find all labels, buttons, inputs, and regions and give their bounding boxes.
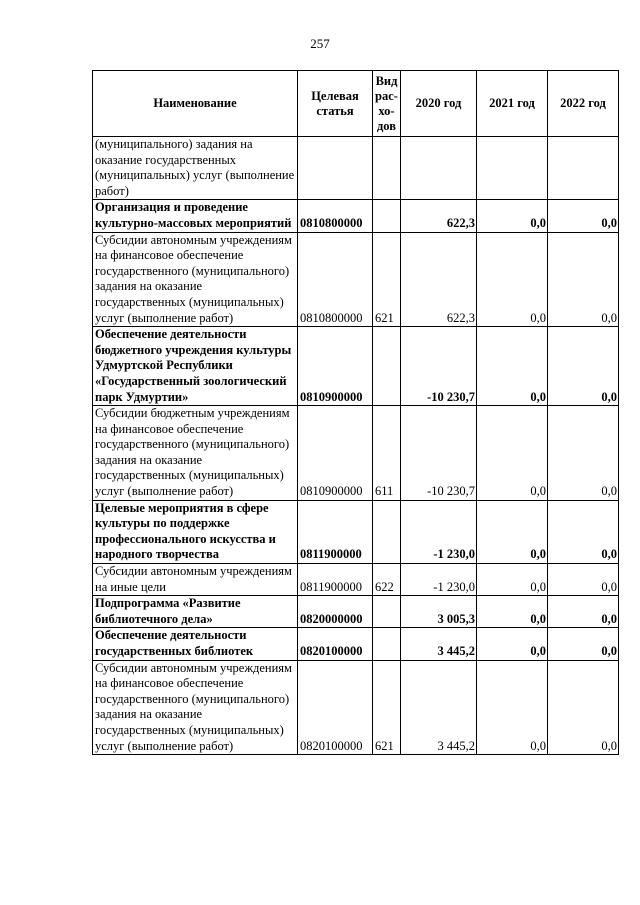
row-vid: 621: [373, 232, 401, 327]
row-2020: -10 230,7: [401, 327, 477, 406]
row-code: 0810900000: [298, 406, 373, 501]
row-2020: -1 230,0: [401, 564, 477, 596]
row-vid: [373, 596, 401, 628]
row-vid: [373, 500, 401, 563]
header-vid: Вид рас-хо-дов: [373, 71, 401, 137]
row-2021: 0,0: [477, 660, 548, 755]
row-code: 0811900000: [298, 500, 373, 563]
row-vid: [373, 137, 401, 200]
row-vid: [373, 628, 401, 660]
row-2022: 0,0: [548, 200, 619, 232]
row-2020: 3 445,2: [401, 628, 477, 660]
table-row: [93, 628, 619, 660]
row-name: Субсидии автономным учреждениям на иные цели: [93, 564, 298, 596]
row-code: 0820100000: [298, 660, 373, 755]
row-name: Целевые мероприятия в сфере культуры по поддержке профессионального искусства и народного творчества: [93, 500, 298, 563]
row-2021: 0,0: [477, 406, 548, 501]
row-name: (муниципального) задания на оказание государственных (муниципальных) услуг (выполнение работ): [93, 137, 298, 200]
row-2021: 0,0: [477, 200, 548, 232]
header-2022: 2022 год: [548, 71, 619, 137]
header-name: Наименование: [93, 71, 298, 137]
row-name: Подпрограмма «Развитие библиотечного дела»: [93, 596, 298, 628]
table-row: [93, 232, 619, 327]
table-row: [93, 200, 619, 232]
table-row: [93, 564, 619, 596]
row-2022: 0,0: [548, 660, 619, 755]
row-vid: [373, 200, 401, 232]
row-name: Организация и проведение культурно-массовых мероприятий: [93, 200, 298, 232]
row-name: Субсидии бюджетным учреждениям на финансовое обеспечение государственного (муниципального) задания на оказание государственных (муниципальных) услуг (выполнение работ): [93, 406, 298, 501]
header-code: Целевая статья: [298, 71, 373, 137]
row-2021: 0,0: [477, 564, 548, 596]
row-code: 0810800000: [298, 200, 373, 232]
table-row: [93, 660, 619, 755]
table-row: [93, 406, 619, 501]
row-2022: 0,0: [548, 327, 619, 406]
row-2021: 0,0: [477, 327, 548, 406]
row-vid: 622: [373, 564, 401, 596]
row-2020: [401, 137, 477, 200]
row-2022: 0,0: [548, 500, 619, 563]
row-2021: [477, 137, 548, 200]
row-vid: 621: [373, 660, 401, 755]
row-code: [298, 137, 373, 200]
row-2020: 3 445,2: [401, 660, 477, 755]
row-2022: 0,0: [548, 406, 619, 501]
row-2020: 622,3: [401, 200, 477, 232]
row-code: 0820000000: [298, 596, 373, 628]
row-code: 0810900000: [298, 327, 373, 406]
row-2020: -1 230,0: [401, 500, 477, 563]
row-name: Субсидии автономным учреждениям на финансовое обеспечение государственного (муниципального) задания на оказание государственных (муниципальных) услуг (выполнение работ): [93, 232, 298, 327]
row-2020: 622,3: [401, 232, 477, 327]
row-name: Обеспечение деятельности государственных библиотек: [93, 628, 298, 660]
row-vid: 611: [373, 406, 401, 501]
row-2021: 0,0: [477, 628, 548, 660]
row-2022: [548, 137, 619, 200]
row-2022: 0,0: [548, 564, 619, 596]
row-2020: 3 005,3: [401, 596, 477, 628]
row-code: 0820100000: [298, 628, 373, 660]
table-row: [93, 327, 619, 406]
row-name: Субсидии автономным учреждениям на финансовое обеспечение государственного (муниципального) задания на оказание государственных (муниципальных) услуг (выполнение работ): [93, 660, 298, 755]
row-name: Обеспечение деятельности бюджетного учреждения культуры Удмуртской Республики «Государственный зоологический парк Удмуртии»: [93, 327, 298, 406]
row-2022: 0,0: [548, 596, 619, 628]
header-2021: 2021 год: [477, 71, 548, 137]
row-2020: -10 230,7: [401, 406, 477, 501]
row-2022: 0,0: [548, 628, 619, 660]
row-code: 0811900000: [298, 564, 373, 596]
row-2021: 0,0: [477, 232, 548, 327]
table-row: [93, 500, 619, 563]
budget-table: [92, 70, 619, 755]
row-2022: 0,0: [548, 232, 619, 327]
row-vid: [373, 327, 401, 406]
table-row: [93, 596, 619, 628]
row-2021: 0,0: [477, 500, 548, 563]
table-row: [93, 137, 619, 200]
row-2021: 0,0: [477, 596, 548, 628]
page-number: 257: [310, 36, 330, 51]
table-header-row: [93, 71, 619, 137]
row-code: 0810800000: [298, 232, 373, 327]
header-2020: 2020 год: [401, 71, 477, 137]
